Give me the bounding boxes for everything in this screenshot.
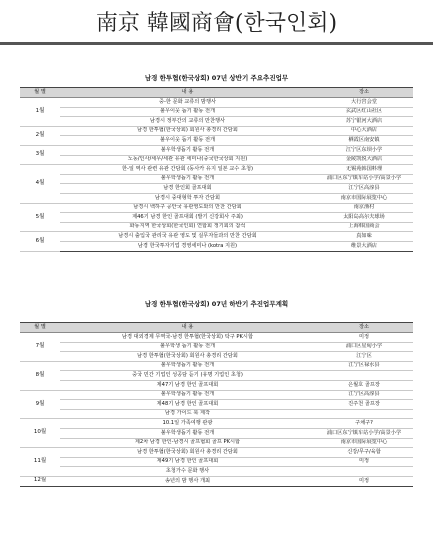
content-cell: 제47기 남경 한인 골프대회 [60,380,315,390]
place-cell: 미정 [315,333,413,343]
content-cell: 불우학생돕기 활동 전개 [60,361,315,371]
month-cell: 11월 [20,448,60,477]
table-row [20,184,413,194]
place-cell: 维景大酒店 [315,241,413,251]
content-cell: 노동/인사/세무/세관 유관 세미나(중국한국상회 지원) [60,155,315,165]
place-cell: 浦口区东宁镇车站小学/高景小学 [315,428,413,438]
content-cell: 한-일 역사 관련 유관 간담회 (동사카 유지 일본 교수 초청) [60,165,315,175]
table-row [20,361,413,371]
table-row [20,457,413,467]
place-cell: 中心大酒店 [315,126,413,136]
place-cell: 미정 [315,457,413,467]
place-cell [315,371,413,381]
content-cell: 남경시 정부간의 교류의 만찬행사 [60,117,315,127]
table-row [20,174,413,184]
place-cell: 江宁区高淳县 [315,390,413,400]
place-cell: 金陵凯悦大酒店 [315,155,413,165]
first-half-rows [20,98,413,252]
month-cell: 5월 [20,203,60,232]
table-row [20,136,413,146]
table-header-row [20,88,413,98]
place-cell: 南京市国际展览中心 [315,438,413,448]
month-cell: 7월 [20,333,60,362]
content-cell: 불우학생돕기 활동 전개 [60,428,315,438]
table-row [20,380,413,390]
month-cell: 8월 [20,361,60,390]
place-cell [315,409,413,419]
table-row [20,155,413,165]
content-cell: 불우이웃 돕기 활동 전개 [60,136,315,146]
place-cell: 南京市国际展览中心 [315,193,413,203]
month-cell: 1월 [20,98,60,127]
place-cell: 玄武区红山社区 [315,107,413,117]
content-cell: 10.1일 가족여행 관광 [60,419,315,429]
month-cell: 9월 [20,390,60,419]
table-row [20,213,413,223]
place-cell: 江宁区 [315,352,413,362]
content-cell: 송년의 밤 행사 개최 [60,476,315,486]
table-row [20,409,413,419]
column-header-month: 월 별 [20,88,60,98]
content-cell: 불우학생돕기 활동 전개 [60,145,315,155]
month-cell: 12월 [20,476,60,486]
place-cell: 江宁区东坝小学 [315,145,413,155]
place-cell: 신강/무구/육합 [315,448,413,458]
place-cell: 浦口区星甸小学 [315,342,413,352]
month-cell: 10월 [20,419,60,448]
header-title: 南京 韓國商會(한국인회) [95,11,338,36]
content-cell: 남경 한인회 골프대회 [60,184,315,194]
second-half-plan-table [20,322,413,487]
table-row [20,241,413,251]
table-row [20,371,413,381]
table-row [20,222,413,232]
content-cell: 남경 가이드 북 제작 [60,409,315,419]
table-row [20,193,413,203]
table-row [20,467,413,477]
place-cell [315,467,413,477]
content-cell: 불우학생돕기 활동 전개 [60,174,315,184]
content-cell: 불우이웃 돕기 활동 전개 [60,107,315,117]
table-row [20,448,413,458]
table-row [20,232,413,242]
table-row [20,342,413,352]
section1-title: 남경 한투협(한국상회) 07년 상반기 주요추진업무 [144,74,289,82]
content-cell: 남경시 백하구 공안국 유관영도와의 만찬 간담회 [60,203,315,213]
place-cell: 真如味 [315,232,413,242]
column-header-content: 내 용 [60,88,315,98]
content-cell: 남경 한국투자기업 경영세미나 (kotra 지원) [60,241,315,251]
table-row [20,203,413,213]
content-cell: 제2차 남경 한인-남경시 골프협회 골프 PK시합 [60,438,315,448]
second-half-rows [20,333,413,487]
table-row [20,476,413,486]
header-divider [0,42,433,45]
table-row [20,438,413,448]
place-cell: 江宁区高淳县 [315,184,413,194]
content-cell: 초청가수 문화 행사 [60,467,315,477]
place-cell: 江宁区禄水县 [315,361,413,371]
content-cell: 남경 한투협(한국상회) 회원사 총경리 간담회 [60,352,315,362]
content-cell: 중국 민간 기업인 성공담 듣기 (유명 기업인 초청) [60,371,315,381]
table-row [20,165,413,175]
table-row [20,333,413,343]
place-cell: 南京渔村 [315,203,413,213]
table-row [20,352,413,362]
table-row [20,145,413,155]
column-header-place: 장소 [315,323,413,333]
table-header-row [20,323,413,333]
table-row [20,107,413,117]
place-cell: 上海韩国商会 [315,222,413,232]
content-cell: 제48기 남경 한인 골프대회 [60,400,315,410]
content-cell: 화동지역 한국상회(한국인회) 연합회 정기회의 참석 [60,222,315,232]
content-cell: 남경시 중대형학 투자 간담회 [60,193,315,203]
content-cell: 불우학생돕기 활동 전개 [60,390,315,400]
content-cell: 남경 한투협(한국상회) 회원사 총경리 간담회 [60,126,315,136]
section2-title: 남경 한투협(한국상회) 07년 하반기 추진업무계획 [144,300,289,308]
place-cell: 大行宮会堂 [315,98,413,108]
content-cell: 남경 한투협(한국상회) 회원사 총경리 간담회 [60,448,315,458]
column-header-content: 내 용 [60,323,315,333]
table-row [20,400,413,410]
first-half-plan-table [20,87,413,252]
place-cell: 은월호 골프장 [315,380,413,390]
place-cell: 苏宁银河大酒店 [315,117,413,127]
table-row [20,390,413,400]
month-cell: 2월 [20,126,60,145]
content-cell: 불우학생 돕기 활동 전개 [60,342,315,352]
page-header [0,0,433,46]
content-cell: 남경 대외경제 무역국-남경 한투협(한국상회) 탁구 PK시합 [60,333,315,343]
month-cell: 4월 [20,165,60,203]
table-row [20,126,413,136]
column-header-place: 장소 [315,88,413,98]
content-cell: 제46기 남경 한인 골프대회 (발기 신강회사 주최) [60,213,315,223]
place-cell: 구채구? [315,419,413,429]
place-cell: 미정 [315,476,413,486]
month-cell: 6월 [20,232,60,251]
place-cell: 浦口区东宁镇车站小学/高景小学 [315,174,413,184]
table-row [20,117,413,127]
month-cell: 3월 [20,145,60,164]
content-cell: 중-한 문화 교류의 밤행사 [60,98,315,108]
place-cell: 진주천 골프장 [315,400,413,410]
place-cell: 太阳岛高尔夫球场 [315,213,413,223]
place-cell: 无锡苑韩国料理 [315,165,413,175]
table-row [20,419,413,429]
column-header-month: 월 별 [20,323,60,333]
table-row [20,428,413,438]
table-row [20,98,413,108]
content-cell: 남경시 출입국 관리국 유관 영도 및 실무자들과의 만찬 간담회 [60,232,315,242]
place-cell: 栖霞区南安镇 [315,136,413,146]
content-cell: 제49기 남경 한인 골프대회 [60,457,315,467]
